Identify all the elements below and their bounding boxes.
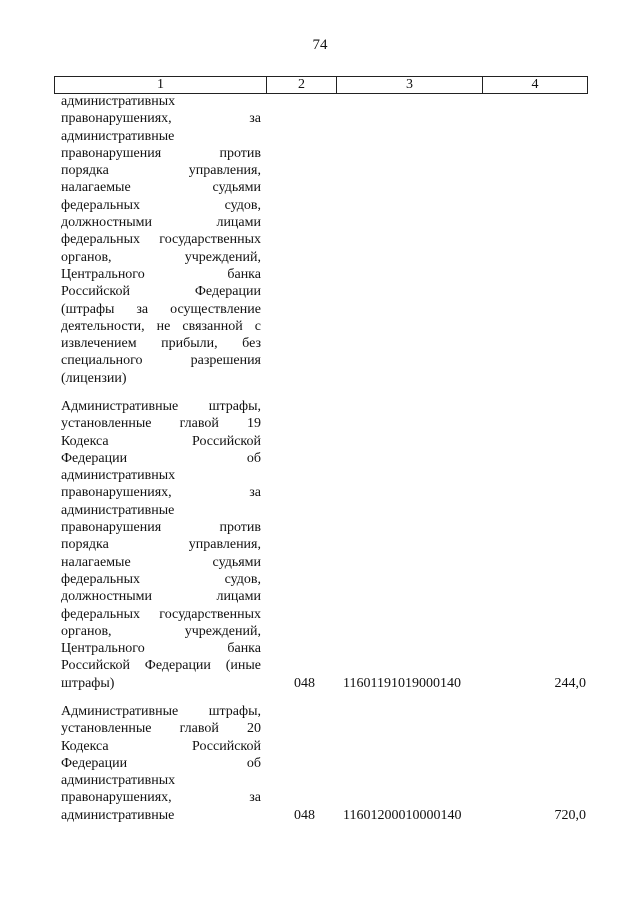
budget-classification-code: 11601191019000140 xyxy=(343,676,461,691)
description-line: правонарушения против xyxy=(61,145,261,161)
description-line: Кодекса Российской xyxy=(61,433,261,449)
budget-classification-code: 11601200010000140 xyxy=(343,808,462,823)
description-line: органов, учреждений, xyxy=(61,623,261,639)
description-line: правонарушения против xyxy=(61,520,261,536)
description-line: федеральных государственных xyxy=(61,232,261,248)
description-line: налагаемые судьями xyxy=(61,180,261,196)
description-line: штрафы) xyxy=(61,675,115,691)
amount: 244,0 xyxy=(554,676,586,691)
description-line: Российской Федерации xyxy=(61,284,261,300)
page-number: 74 xyxy=(312,37,328,53)
description-line: порядка управления, xyxy=(61,537,261,553)
description-line: Российской Федерации (иные xyxy=(61,658,261,674)
description-line: специального разрешения xyxy=(61,353,261,369)
description-line: деятельности, не связанной с xyxy=(61,318,261,334)
description-line: административные xyxy=(61,807,175,823)
description-line: федеральных судов, xyxy=(61,571,261,587)
header-col-4: 4 xyxy=(531,77,539,92)
description-line: налагаемые судьями xyxy=(61,554,261,570)
description-line: федеральных судов, xyxy=(61,197,261,213)
description-line: должностными лицами xyxy=(61,589,261,605)
description-line: правонарушениях, за xyxy=(61,485,261,501)
description-line: Федерации об xyxy=(61,450,261,466)
description-line: административных xyxy=(61,468,176,484)
description-line: Административные штрафы, xyxy=(61,399,261,414)
header-col-1: 1 xyxy=(55,77,267,93)
table-header-row xyxy=(54,76,588,94)
agency-code: 048 xyxy=(294,808,315,823)
description-line: Федерации об xyxy=(61,755,261,771)
description-line: административных xyxy=(61,94,176,109)
description-line: установленные главой 20 xyxy=(61,721,261,737)
description-line: правонарушениях, за xyxy=(61,790,261,806)
description-line: административных xyxy=(61,773,176,789)
amount: 720,0 xyxy=(554,808,586,823)
description-line: органов, учреждений, xyxy=(61,249,261,265)
header-col-3: 3 xyxy=(337,77,483,93)
description-line: извлечением прибыли, без xyxy=(61,336,261,352)
description-line: Центрального банка xyxy=(61,266,261,282)
agency-code: 048 xyxy=(294,676,315,691)
row-description xyxy=(61,93,261,387)
description-line: административные xyxy=(61,128,175,144)
description-line: порядка управления, xyxy=(61,163,261,179)
description-line: должностными лицами xyxy=(61,215,261,231)
description-line: Административные штрафы, xyxy=(61,704,261,719)
row-description xyxy=(61,398,261,692)
description-line: Центрального банка xyxy=(61,641,261,657)
description-line: (штрафы за осуществление xyxy=(61,301,261,317)
header-col-2: 2 xyxy=(267,77,337,93)
row-description xyxy=(61,703,261,824)
description-line: (лицензии) xyxy=(61,370,127,386)
description-line: Кодекса Российской xyxy=(61,738,261,754)
description-line: правонарушениях, за xyxy=(61,111,261,127)
description-line: административные xyxy=(61,502,175,518)
description-line: установленные главой 19 xyxy=(61,416,261,432)
description-line: федеральных государственных xyxy=(61,606,261,622)
